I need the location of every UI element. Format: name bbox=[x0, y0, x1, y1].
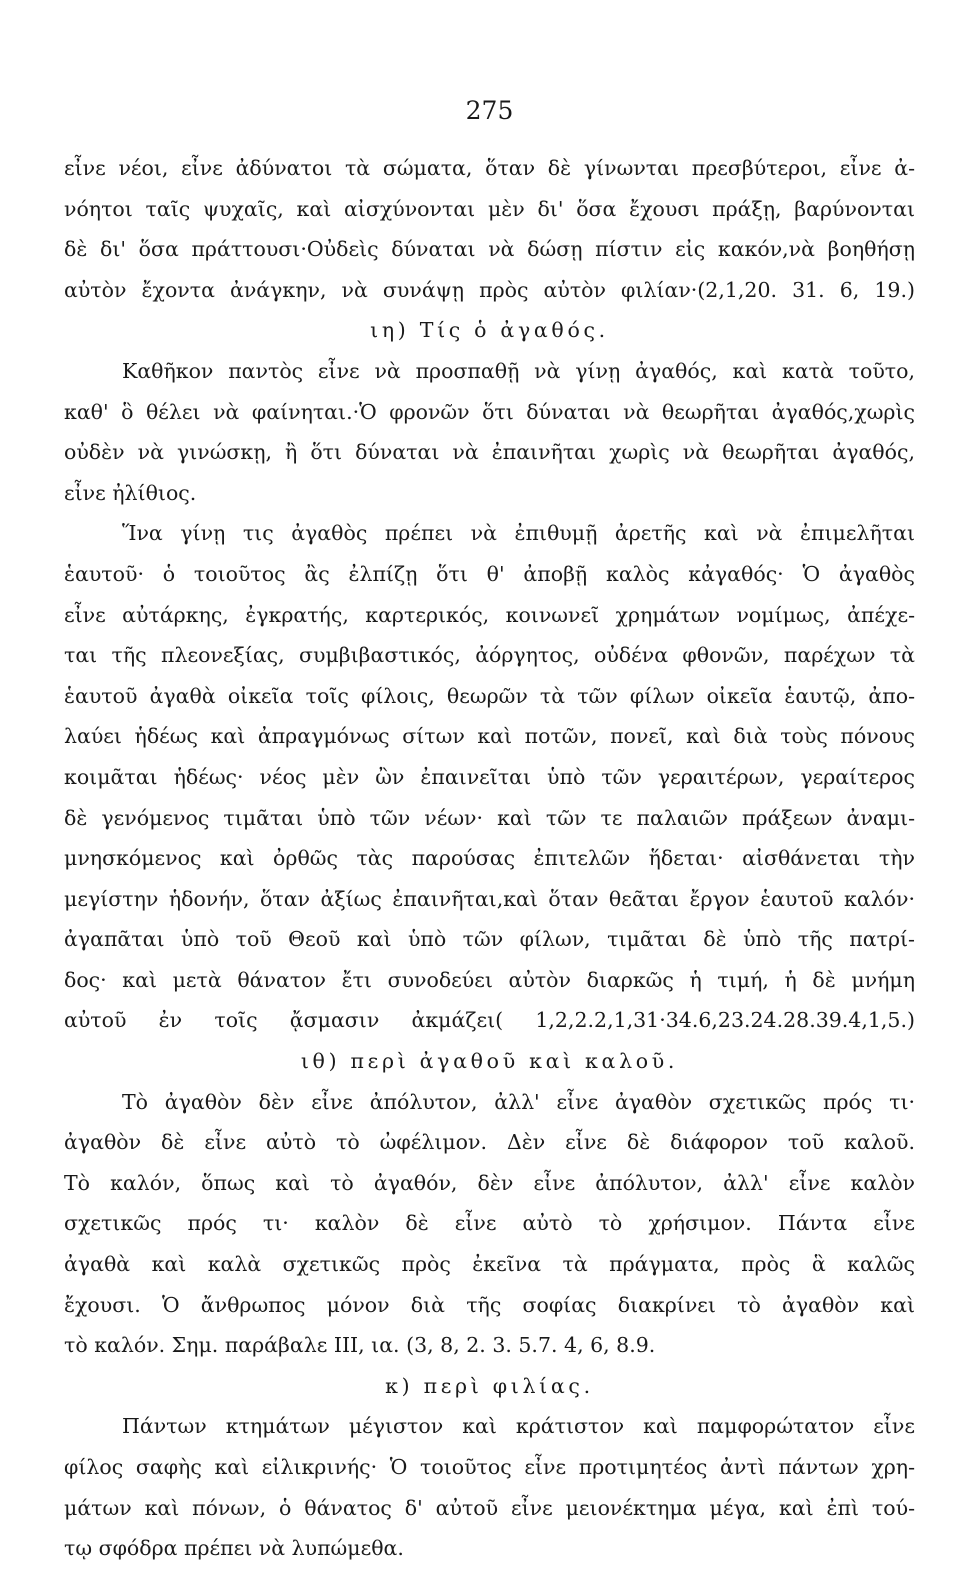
text-line: φίλος σαφὴς καὶ εἰλικρινής· Ὁ τοιοῦτος εἶνε προτιμητέος ἀντὶ πάντων χρη- bbox=[64, 1455, 915, 1479]
text-line: ἀγαπᾶται ὑπὸ τοῦ Θεοῦ καὶ ὑπὸ τῶν φίλων, τιμᾶται δὲ ὑπὸ τῆς πατρί- bbox=[64, 927, 915, 952]
text-line: Τὸ ἀγαθὸν δὲν εἶνε ἀπόλυτον, ἀλλ' εἶνε ἀγαθὸν σχετικῶς πρός τι· bbox=[122, 1089, 915, 1114]
page-number: 275 bbox=[465, 96, 514, 125]
text-line: ἑαυτοῦ· ὁ τοιοῦτος ἂς ἐλπίζῃ ὅτι θ' ἀποβῇ καλὸς κἀγαθός· Ὁ ἀγαθὸς bbox=[64, 561, 915, 586]
text-line: ἔχουσι. Ὁ ἄνθρωπος μόνον διὰ τῆς σοφίας διακρίνει τὸ ἀγαθὸν καὶ bbox=[64, 1292, 915, 1317]
section-heading: κ) περὶ φιλίας. bbox=[385, 1373, 594, 1398]
text-line: εἶνε ἠλίθιος. bbox=[64, 480, 197, 505]
text-line: λαύει ἡδέως καὶ ἀπραγμόνως σίτων καὶ ποτῶν, πονεῖ, καὶ διὰ τοὺς πόνους bbox=[64, 724, 915, 749]
section-heading: ιθ) περὶ ἀγαθοῦ καὶ καλοῦ. bbox=[300, 1049, 679, 1074]
text-line: αὐτὸν ἔχοντα ἀνάγκην, νὰ συνάψῃ πρὸς αὐτὸν φιλίαν·(2,1,20. 31. 6, 19.) bbox=[64, 277, 915, 302]
text-line: εἶνε νέοι, εἶνε ἀδύνατοι τὰ σώματα, ὅταν δὲ γίνωνται πρεσβύτεροι, εἶνε ἀ- bbox=[64, 156, 915, 180]
text-line: Πάντων κτημάτων μέγιστον καὶ κράτιστον καὶ παμφορώτατον εἶνε bbox=[122, 1414, 915, 1439]
text-line: Ἵνα γίνῃ τις ἀγαθὸς πρέπει νὰ ἐπιθυμῇ ἀρετῆς καὶ νὰ ἐπιμελῆται bbox=[122, 521, 915, 546]
text-line: Καθῆκον παντὸς εἶνε νὰ προσπαθῇ νὰ γίνῃ ἀγαθός, καὶ κατὰ τοῦτο, bbox=[122, 358, 915, 383]
text-line: δὲ γενόμενος τιμᾶται ὑπὸ τῶν νέων· καὶ τῶν τε παλαιῶν πράξεων ἀναμι- bbox=[64, 805, 915, 830]
text-line: ἀγαθὰ καὶ καλὰ σχετικῶς πρὸς ἐκεῖνα τὰ πράγματα, πρὸς ἃ καλῶς bbox=[64, 1252, 915, 1277]
text-line: καθ' ὃ θέλει νὰ φαίνηται.·Ὁ φρονῶν ὅτι δύναται νὰ θεωρῆται ἀγαθός,χωρὶς bbox=[64, 399, 915, 424]
text-line: μεγίστην ἡδονήν, ὅταν ἀξίως ἐπαινῆται,καὶ ὅταν θεᾶται ἔργον ἑαυτοῦ καλόν· bbox=[64, 886, 915, 911]
text-line: ἀγαθὸν δὲ εἶνε αὐτὸ τὸ ὠφέλιμον. Δὲν εἶνε δὲ διάφορον τοῦ καλοῦ. bbox=[64, 1130, 915, 1155]
body-text bbox=[64, 148, 915, 1569]
text-line: τὸ καλόν. Σημ. παράβαλε ΙΙΙ, ια. (3, 8, 2. 3. 5.7. 4, 6, 8.9. bbox=[64, 1333, 656, 1358]
text-line: δὲ δι' ὅσα πράττουσι·Οὐδεὶς δύναται νὰ δώσῃ πίστιν εἰς κακόν,νὰ βοηθήσῃ bbox=[64, 237, 915, 262]
text-line: κοιμᾶται ἡδέως· νέος μὲν ὢν ἐπαινεῖται ὑπὸ τῶν γεραιτέρων, γεραίτερος bbox=[64, 764, 915, 789]
text-line: ἑαυτοῦ ἀγαθὰ οἰκεῖα τοῖς φίλοις, θεωρῶν τὰ τῶν φίλων οἰκεῖα ἑαυτῷ, ἀπο- bbox=[64, 683, 915, 708]
text-line: οὐδὲν νὰ γινώσκῃ, ἢ ὅτι δύναται νὰ ἐπαινῆται χωρὶς νὰ θεωρῆται ἀγαθός, bbox=[64, 440, 915, 465]
text-line: σχετικῶς πρός τι· καλὸν δὲ εἶνε αὐτὸ τὸ χρήσιμον. Πάντα εἶνε bbox=[64, 1211, 915, 1236]
text-line: νόητοι ταῖς ψυχαῖς, καὶ αἰσχύνονται μὲν δι' ὅσα ἔχουσι πράξῃ, βαρύνονται bbox=[64, 196, 915, 221]
text-line: Τὸ καλόν, ὅπως καὶ τὸ ἀγαθόν, δὲν εἶνε ἀπόλυτον, ἀλλ' εἶνε καλὸν bbox=[64, 1170, 915, 1195]
text-line: εἶνε αὐτάρκης, ἐγκρατής, καρτερικός, κοινωνεῖ χρημάτων νομίμως, ἀπέχε- bbox=[64, 602, 915, 627]
text-line: μνησκόμενος καὶ ὀρθῶς τὰς παρούσας ἐπιτελῶν ἥδεται· αἰσθάνεται τὴν bbox=[64, 846, 915, 871]
text-line: μάτων καὶ πόνων, ὁ θάνατος δ' αὐτοῦ εἶνε μειονέκτημα μέγα, καὶ ἐπὶ τού- bbox=[64, 1495, 915, 1520]
text-line: ται τῆς πλεονεξίας, συμβιβαστικός, ἀόργητος, οὐδένα φθονῶν, παρέχων τὰ bbox=[64, 643, 915, 668]
text-line: τῳ σφόδρα πρέπει νὰ λυπώμεθα. bbox=[64, 1536, 404, 1561]
text-line: δος· καὶ μετὰ θάνατον ἔτι συνοδεύει αὐτὸν διαρκῶς ἡ τιμή, ἡ δὲ μνήμη bbox=[64, 967, 915, 992]
text-line: αὐτοῦ ἐν τοῖς ᾄσμασιν ἀκμάζει( 1,2,2.2,1,31·34.6,23.24.28.39.4,1,5.) bbox=[64, 1008, 915, 1033]
section-heading: ιη) Τίς ὁ ἀγαθός. bbox=[370, 318, 609, 343]
